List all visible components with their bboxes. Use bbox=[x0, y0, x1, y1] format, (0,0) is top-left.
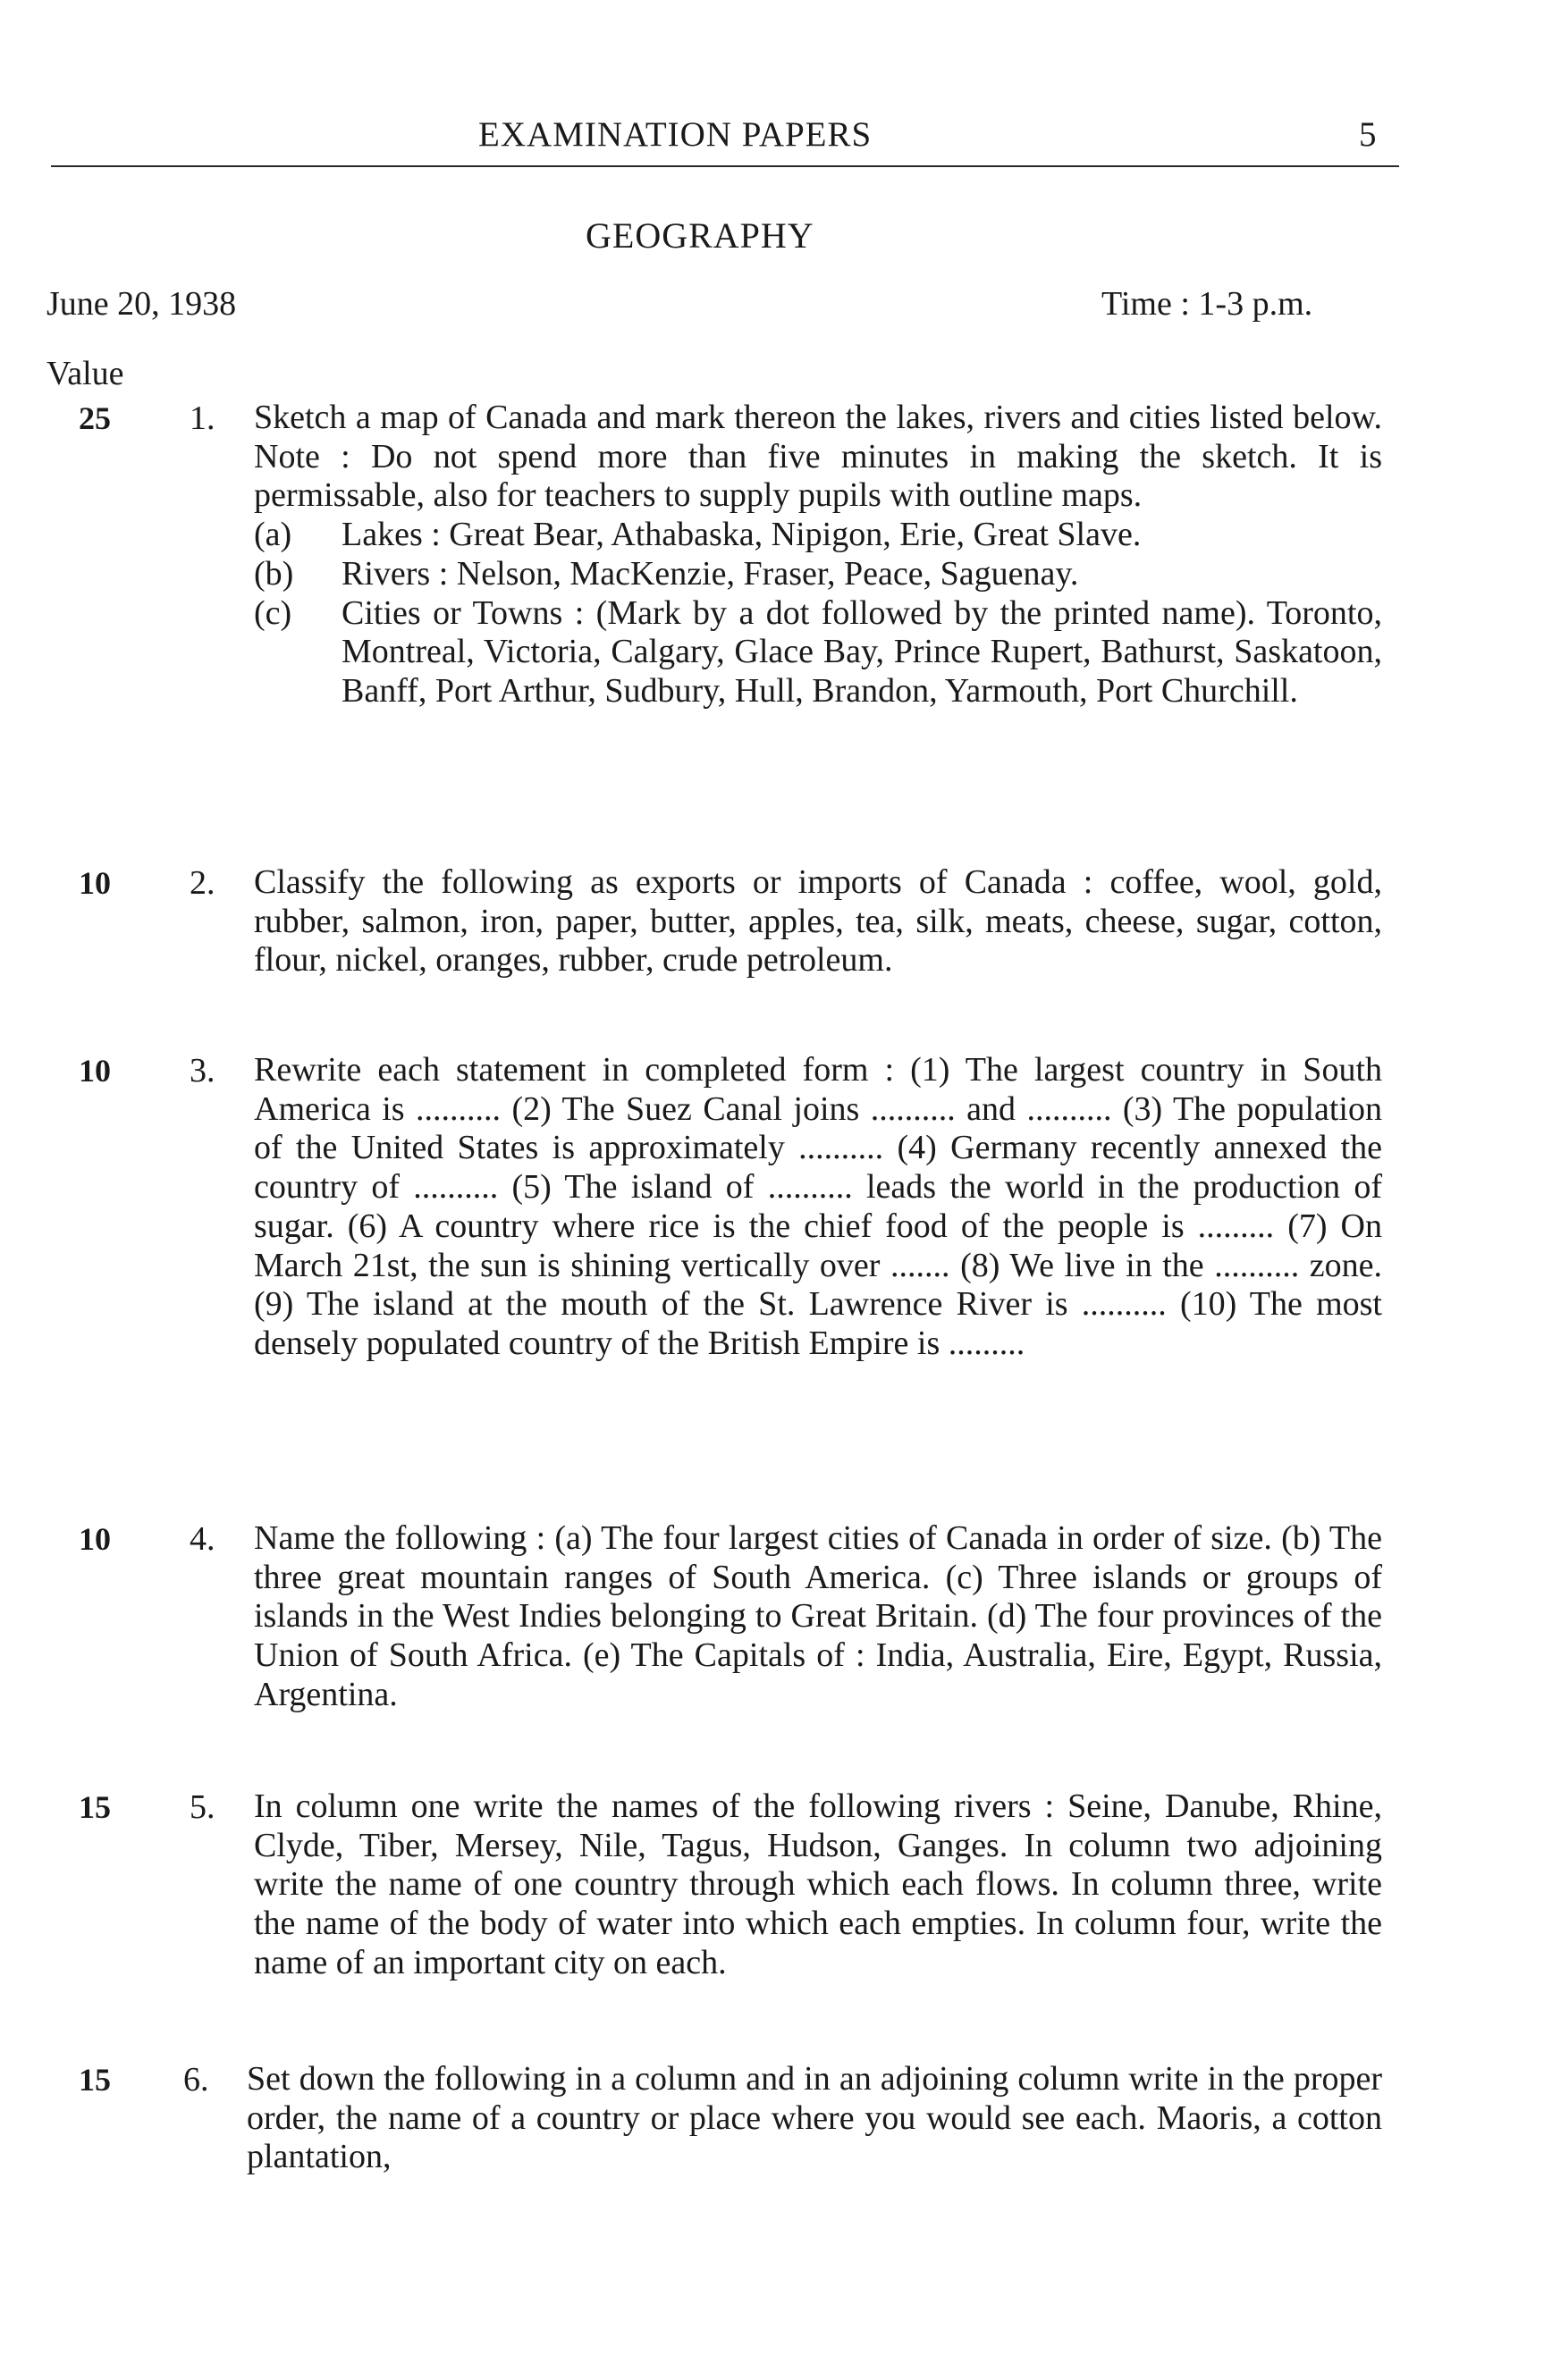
question-text: Rewrite each statement in completed form : (1) The largest country in South America is .......... (2) The Suez Canal joins .......... and .......... (3) The population of the United States is approximately .......... (4) Germany recently annexed the country of .......... (5) The island of .......... leads the world in the production of sugar. (6) A country where rice is the chief food of the people is ......... (7) On March 21st, the sun is shining vertically over ....... (8) We live in the .......... zone. (9) The island at the mouth of the St. Lawrence River is .......... (10) The most densely populated country of the British Empire is ......... bbox=[254, 1051, 1382, 1362]
sub-item-text: Cities or Towns : (Mark by a dot followed by the printed name). Toronto, Montreal, Victoria, Calgary, Glace Bay, Prince Rupert, Bathurst, Saskatoon, Banff, Port Arthur, Sudbury, Hull, Brandon, Yarmouth, Port Churchill. bbox=[342, 593, 1382, 710]
exam-time: Time : 1-3 p.m. bbox=[1101, 285, 1313, 323]
header-rule bbox=[51, 165, 1399, 167]
question-text: In column one write the names of the following rivers : Seine, Danube, Rhine, Clyde, Tiber, Mersey, Nile, Tagus, Hudson, Ganges. In column two adjoining write the name of one country through which each flows. In column three, write the name of the body of water into which each empties. In column four, write the name of an important city on each. bbox=[254, 1787, 1382, 1981]
value-column-label: Value bbox=[46, 355, 124, 392]
question-value: 15 bbox=[79, 1789, 111, 1825]
question-body bbox=[254, 1519, 1382, 1715]
question-value: 10 bbox=[79, 865, 111, 901]
question-text: Name the following : (a) The four largest cities of Canada in order of size. (b) The three great mountain ranges of South America. (c) Three islands or groups of islands in the West Indies belonging to Great Britain. (d) The four provinces of the Union of South Africa. (e) The Capitals of : India, Australia, Eire, Egypt, Russia, Argentina. bbox=[254, 1519, 1382, 1713]
sub-item-text: Rivers : Nelson, MacKenzie, Fraser, Peace, Saguenay. bbox=[342, 554, 1079, 593]
question-body bbox=[247, 2060, 1382, 2177]
question-body bbox=[254, 1787, 1382, 1983]
sub-item-label: (c) bbox=[254, 593, 292, 632]
exam-date: June 20, 1938 bbox=[46, 285, 237, 323]
subject-title: GEOGRAPHY bbox=[586, 215, 814, 256]
question-body bbox=[254, 863, 1382, 980]
question-number: 1. bbox=[190, 399, 215, 437]
question-text: Classify the following as exports or imports of Canada : coffee, wool, gold, rubber, salmon, iron, paper, butter, apples, tea, silk, meats, cheese, sugar, cotton, flour, nickel, oranges, rubber, crude petroleum. bbox=[254, 863, 1382, 980]
question-number: 6. bbox=[183, 2061, 209, 2098]
page-number: 5 bbox=[1359, 115, 1377, 154]
sub-item-text: Lakes : Great Bear, Athabaska, Nipigon, Erie, Great Slave. bbox=[342, 516, 1142, 554]
question-value: 10 bbox=[79, 1053, 111, 1089]
question-value: 25 bbox=[79, 400, 111, 436]
sub-item bbox=[254, 594, 1382, 711]
question-number: 2. bbox=[190, 864, 215, 902]
question-value: 15 bbox=[79, 2062, 111, 2098]
sub-item bbox=[254, 555, 1382, 594]
question-number: 3. bbox=[190, 1052, 215, 1089]
sub-item bbox=[254, 516, 1382, 555]
question-body bbox=[254, 1051, 1382, 1364]
question-number: 4. bbox=[190, 1520, 215, 1558]
question-body bbox=[254, 399, 1382, 711]
question-text: Set down the following in a column and in an adjoining column write in the proper order, the name of a country or place where you would see each. Maoris, a cotton plantation, bbox=[247, 2060, 1382, 2176]
question-value: 10 bbox=[79, 1521, 111, 1557]
sub-item-label: (b) bbox=[254, 554, 294, 593]
sub-item-label: (a) bbox=[254, 516, 292, 554]
question-number: 5. bbox=[190, 1788, 215, 1826]
question-text: Sketch a map of Canada and mark thereon the lakes, rivers and cities listed below. Note : Do not spend more than five minutes in making the sketch. It is permissable, also for teachers to supply pupils with outline maps. bbox=[254, 399, 1382, 515]
header-title: EXAMINATION PAPERS bbox=[478, 115, 873, 154]
